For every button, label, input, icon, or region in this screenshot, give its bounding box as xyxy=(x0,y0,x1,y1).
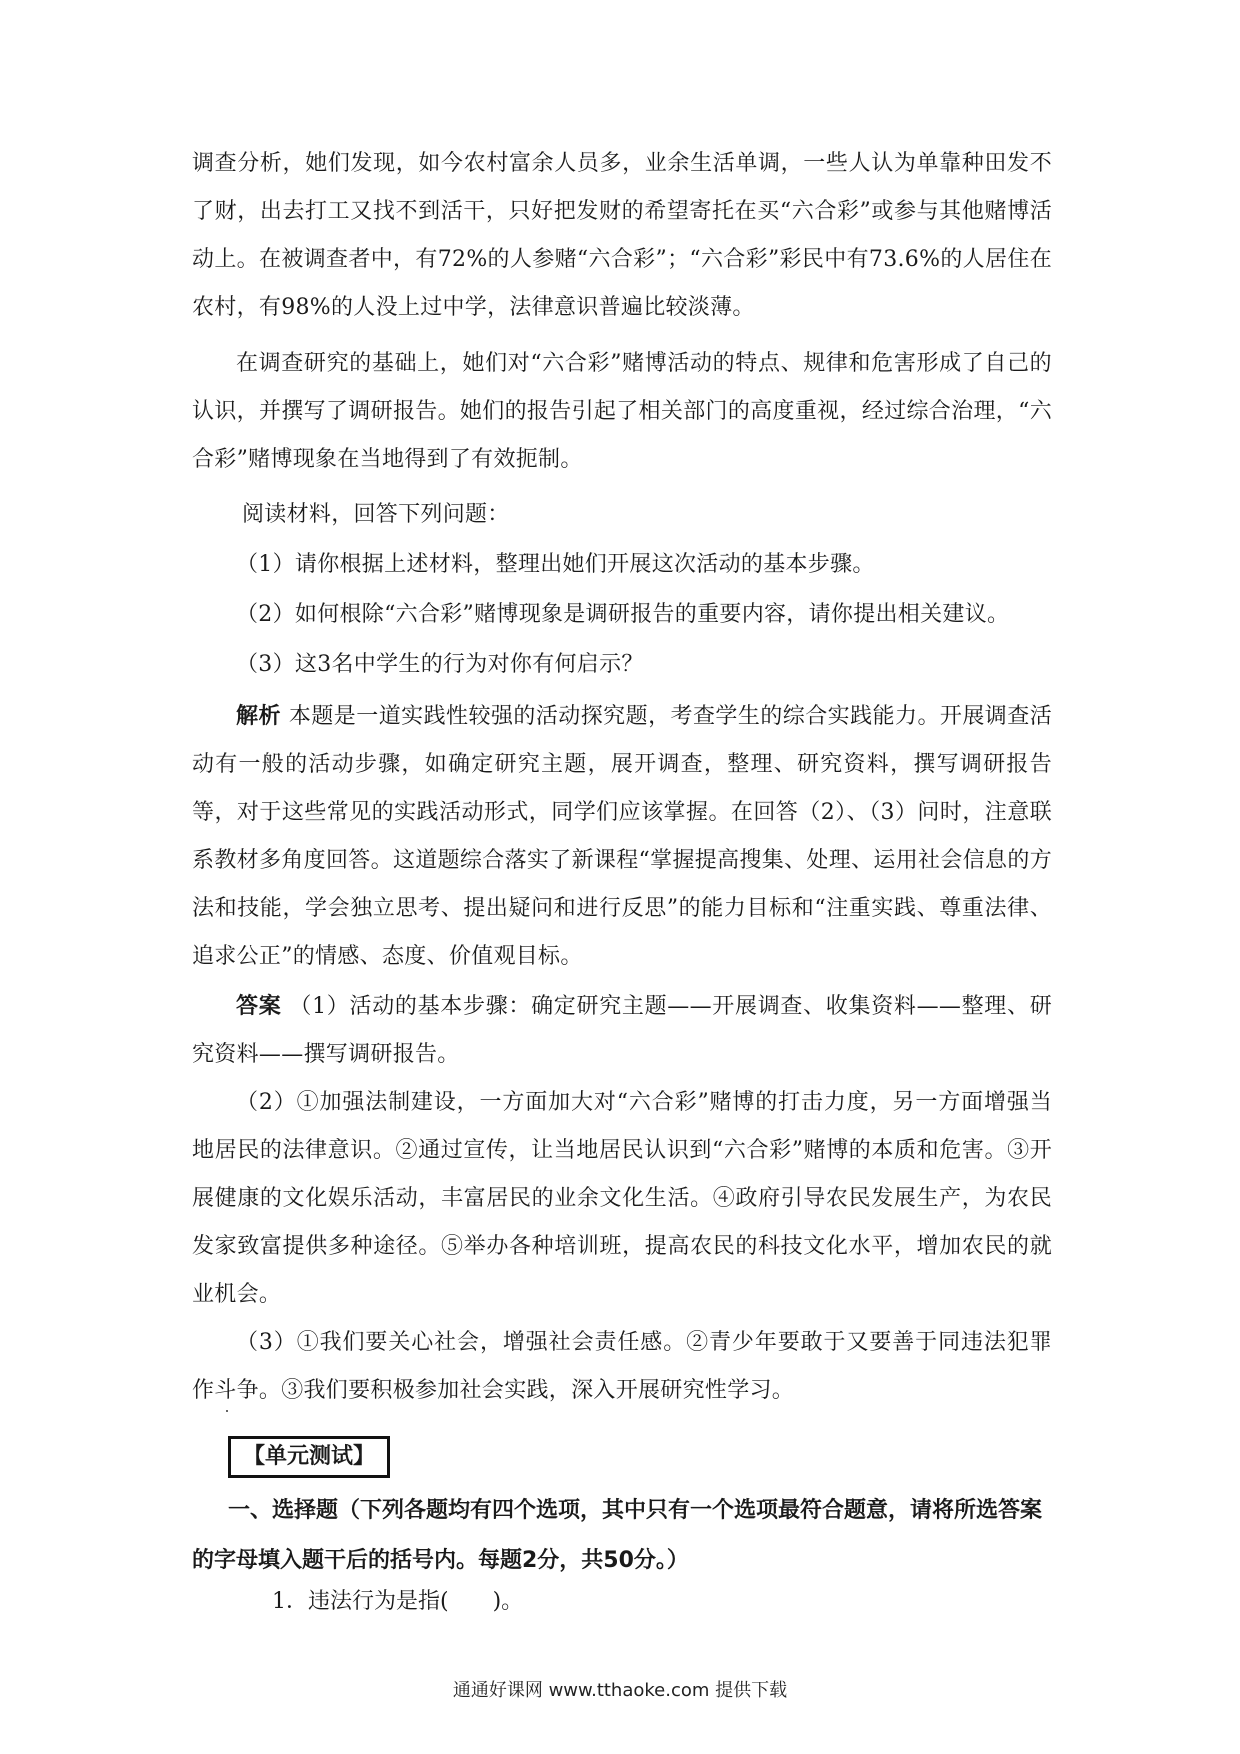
paragraph-text: 调查分析，她们发现，如今农村富余人员多，业余生活单调，一些人认为单靠种田发不了财，出去打工又找不到活干，只好把发财的希望寄托在买“六合彩”或参与其他赌博活动上。在被调查者中，有72%的人参赌“六合彩”；“六合彩”彩民中有73.6%的人居住在农村，有98%的人没上过中学，法律意识普遍比较淡薄。 xyxy=(192,151,1052,320)
answer-1-text: （1）活动的基本步骤：确定研究主题——开展调查、收集资料——整理、研究资料——撰写调研报告。 xyxy=(192,994,1052,1067)
footer-credit: 通通好课网 www.tthaoke.com 提供下载 xyxy=(452,1680,788,1701)
answer-label: 答案 xyxy=(236,993,282,1019)
answer-3: （3）①我们要关心社会，增强社会责任感。②青少年要敢于又要善于同违法犯罪作斗争。③我们要积极参加社会实践，深入开展研究性学习。 xyxy=(192,1330,1052,1403)
material-paragraph-2 xyxy=(192,340,1052,484)
analysis-label: 解析 xyxy=(236,703,281,729)
answer-section xyxy=(192,982,1052,1415)
analysis-paragraph xyxy=(192,692,1052,981)
answer-1 xyxy=(192,982,1052,1079)
analysis-text: 本题是一道实践性较强的活动探究题，考查学生的综合实践能力。开展调查活动有一般的活动步骤，如确定研究主题，展开调查，整理、研究资料，撰写调研报告等，对于这些常见的实践活动形式，同学们应该掌握。在回答（2）、（3）问时，注意联系教材多角度回答。这道题综合落实了新课程“掌握提高搜集、处理、运用社会信息的方法和技能，学会独立思考、提出疑问和进行反思”的能力目标和“注重实践、尊重法律、追求公正”的情感、态度、价值观目标。 xyxy=(192,704,1052,969)
question-2: （2）如何根除“六合彩”赌博现象是调研报告的重要内容，请你提出相关建议。 xyxy=(236,602,1010,627)
analysis-section xyxy=(192,692,1052,981)
answer-2: （2）①加强法制建设，一方面加大对“六合彩”赌博的打击力度，另一方面增强当地居民的法律意识。②通过宣传，让当地居民认识到“六合彩”赌博的本质和危害。③开展健康的文化娱乐活动，丰富居民的业余文化生活。④政府引导农民发展生产，为农民发家致富提供多种途径。⑤举办各种培训班，提高农民的科技文化水平，增加农民的就业机会。 xyxy=(192,1090,1052,1307)
choice-section-heading xyxy=(192,1486,1052,1586)
scan-speck xyxy=(226,1410,228,1412)
test-question-1: 1．违法行为是指( )。 xyxy=(272,1589,524,1614)
question-3: （3）这3名中学生的行为对你有何启示？ xyxy=(236,652,644,677)
question-1: （1）请你根据上述材料，整理出她们开展这次活动的基本步骤。 xyxy=(236,552,875,577)
question-intro: 阅读材料，回答下列问题： xyxy=(242,502,510,527)
material-paragraph-1 xyxy=(192,140,1052,332)
question-list xyxy=(192,490,1052,690)
choice-heading-text: 一、选择题（下列各题均有四个选项，其中只有一个选项最符合题意，请将所选答案的字母填入题干后的括号内。每题2分，共50分。） xyxy=(192,1498,1043,1573)
unit-test-title: 【单元测试】 xyxy=(228,1436,390,1478)
paragraph-text: 在调查研究的基础上，她们对“六合彩”赌博活动的特点、规律和危害形成了自己的认识，并撰写了调研报告。她们的报告引起了相关部门的高度重视，经过综合治理，“六合彩”赌博现象在当地得到了有效扼制。 xyxy=(192,351,1052,472)
